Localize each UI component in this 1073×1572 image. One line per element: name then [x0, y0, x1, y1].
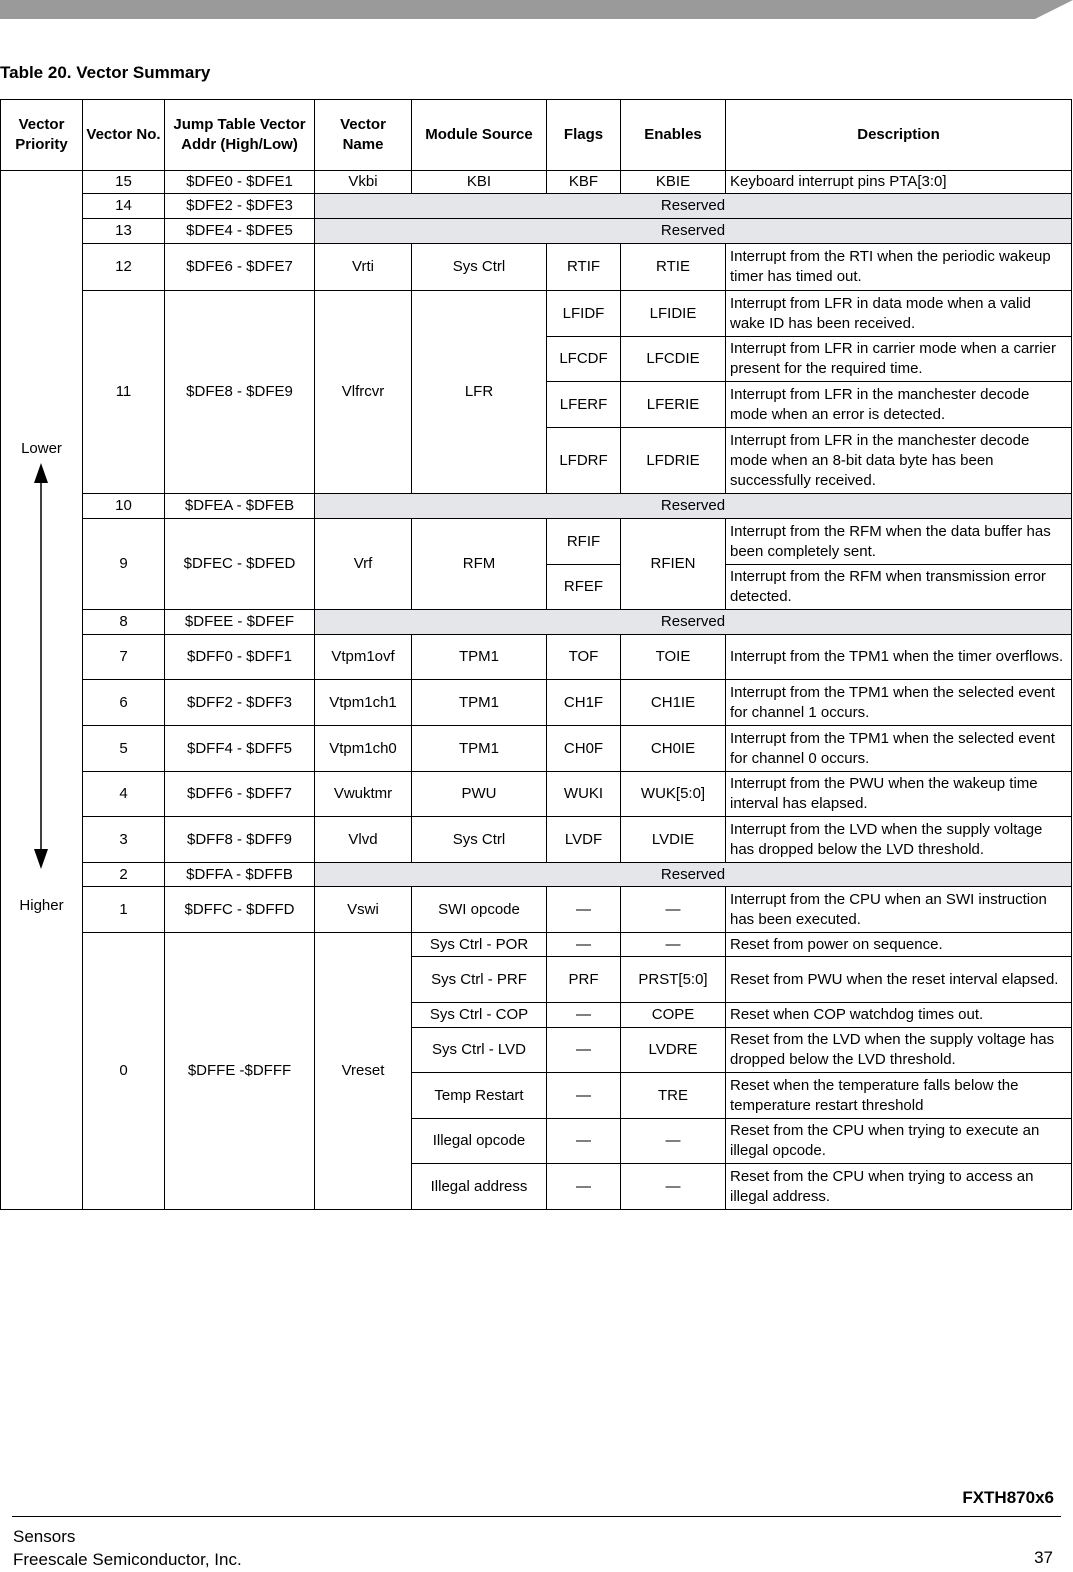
vector-no: 7 — [83, 635, 165, 680]
table-row — [1, 519, 1072, 565]
module-source: Temp Restart — [412, 1073, 547, 1119]
enable: WUK[5:0] — [621, 772, 726, 817]
footer-left — [13, 1525, 242, 1571]
reserved-cell: Reserved — [315, 194, 1072, 219]
enable: KBIE — [621, 171, 726, 194]
description: Interrupt from the RFM when the data buffer has been completely sent. — [726, 519, 1072, 565]
vector-no: 2 — [83, 863, 165, 887]
vector-no: 3 — [83, 817, 165, 863]
enable: RTIE — [621, 244, 726, 291]
footer-divider — [12, 1516, 1061, 1517]
footer-doc-id: FXTH870x6 — [962, 1488, 1054, 1507]
enable: — — [621, 887, 726, 933]
flag: TOF — [547, 635, 621, 680]
vector-name: Vwuktmr — [315, 772, 412, 817]
description: Reset from the LVD when the supply voltage has dropped below the LVD threshold. — [726, 1028, 1072, 1073]
col-header-flags: Flags — [547, 100, 621, 171]
flag: KBF — [547, 171, 621, 194]
table-row — [1, 887, 1072, 933]
flag: LFIDF — [547, 291, 621, 337]
enable: LVDIE — [621, 817, 726, 863]
enable: — — [621, 933, 726, 957]
module-source: SWI opcode — [412, 887, 547, 933]
table-row — [1, 817, 1072, 863]
enable: — — [621, 1164, 726, 1210]
flag: LFERF — [547, 382, 621, 428]
description: Interrupt from LFR in data mode when a valid wake ID has been received. — [726, 291, 1072, 337]
vector-name: Vswi — [315, 887, 412, 933]
flag: LFDRF — [547, 428, 621, 494]
vector-addr: $DFF8 - $DFF9 — [165, 817, 315, 863]
enable: RFIEN — [621, 519, 726, 610]
enable: LVDRE — [621, 1028, 726, 1073]
enable: TRE — [621, 1073, 726, 1119]
flag: RTIF — [547, 244, 621, 291]
table-row — [1, 171, 1072, 194]
description: Reset from the CPU when trying to access an illegal address. — [726, 1164, 1072, 1210]
table-row — [1, 244, 1072, 291]
enable: PRST[5:0] — [621, 957, 726, 1003]
module-source: Illegal opcode — [412, 1119, 547, 1164]
col-header-vector-name: Vector Name — [315, 100, 412, 171]
description: Interrupt from the TPM1 when the selected event for channel 1 occurs. — [726, 680, 1072, 726]
vector-addr: $DFE8 - $DFE9 — [165, 291, 315, 494]
flag: LFCDF — [547, 337, 621, 382]
flag: CH0F — [547, 726, 621, 772]
flag: CH1F — [547, 680, 621, 726]
vector-addr: $DFE6 - $DFE7 — [165, 244, 315, 291]
vector-addr: $DFF4 - $DFF5 — [165, 726, 315, 772]
col-header-enables: Enables — [621, 100, 726, 171]
vector-addr: $DFE0 - $DFE1 — [165, 171, 315, 194]
table-row — [1, 610, 1072, 635]
vector-name: Vtpm1ovf — [315, 635, 412, 680]
module-source: KBI — [412, 171, 547, 194]
vector-addr: $DFEC - $DFED — [165, 519, 315, 610]
flag: — — [547, 933, 621, 957]
flag: — — [547, 1003, 621, 1028]
module-source: TPM1 — [412, 635, 547, 680]
description: Keyboard interrupt pins PTA[3:0] — [726, 171, 1072, 194]
enable: COPE — [621, 1003, 726, 1028]
vector-no: 6 — [83, 680, 165, 726]
vector-addr: $DFEE - $DFEF — [165, 610, 315, 635]
vector-addr: $DFE4 - $DFE5 — [165, 219, 315, 244]
vector-name: Vtpm1ch0 — [315, 726, 412, 772]
description: Interrupt from the TPM1 when the timer overflows. — [726, 635, 1072, 680]
table-row — [1, 933, 1072, 957]
col-header-vector-no: Vector No. — [83, 100, 165, 171]
description: Interrupt from the PWU when the wakeup time interval has elapsed. — [726, 772, 1072, 817]
enable: CH1IE — [621, 680, 726, 726]
flag: RFEF — [547, 565, 621, 610]
table-row — [1, 291, 1072, 337]
description: Interrupt from LFR in carrier mode when a carrier present for the required time. — [726, 337, 1072, 382]
vector-addr: $DFF0 - $DFF1 — [165, 635, 315, 680]
vector-no: 10 — [83, 494, 165, 519]
vector-no: 12 — [83, 244, 165, 291]
flag: — — [547, 1119, 621, 1164]
vector-name: Vkbi — [315, 171, 412, 194]
module-source: Sys Ctrl - COP — [412, 1003, 547, 1028]
table-title: Table 20. Vector Summary — [0, 63, 211, 82]
module-source: Sys Ctrl - POR — [412, 933, 547, 957]
page-number: 37 — [1034, 1548, 1053, 1567]
description: Interrupt from the RTI when the periodic wakeup timer has timed out. — [726, 244, 1072, 291]
vector-addr: $DFFC - $DFFD — [165, 887, 315, 933]
vector-addr: $DFEA - $DFEB — [165, 494, 315, 519]
vector-summary-table — [0, 99, 1072, 1210]
flag: WUKI — [547, 772, 621, 817]
module-source: PWU — [412, 772, 547, 817]
description: Reset from power on sequence. — [726, 933, 1072, 957]
description: Interrupt from the RFM when transmission error detected. — [726, 565, 1072, 610]
enable: LFIDIE — [621, 291, 726, 337]
description: Reset when COP watchdog times out. — [726, 1003, 1072, 1028]
module-source: TPM1 — [412, 680, 547, 726]
priority-cell — [1, 171, 83, 1210]
reserved-cell: Reserved — [315, 610, 1072, 635]
flag: — — [547, 1028, 621, 1073]
enable: TOIE — [621, 635, 726, 680]
flag: PRF — [547, 957, 621, 1003]
vector-addr: $DFF6 - $DFF7 — [165, 772, 315, 817]
col-header-module-source: Module Source — [412, 100, 547, 171]
col-header-jump-addr: Jump Table Vector Addr (High/Low) — [165, 100, 315, 171]
enable: LFDRIE — [621, 428, 726, 494]
vector-name: Vtpm1ch1 — [315, 680, 412, 726]
header-row — [1, 100, 1072, 171]
module-source: TPM1 — [412, 726, 547, 772]
vector-no: 14 — [83, 194, 165, 219]
vector-addr: $DFFE -$DFFF — [165, 933, 315, 1210]
vector-name: Vreset — [315, 933, 412, 1210]
table-row — [1, 219, 1072, 244]
description: Interrupt from the CPU when an SWI instruction has been executed. — [726, 887, 1072, 933]
flag: — — [547, 1073, 621, 1119]
vector-name: Vrti — [315, 244, 412, 291]
footer-company: Freescale Semiconductor, Inc. — [13, 1550, 242, 1569]
vector-addr: $DFFA - $DFFB — [165, 863, 315, 887]
vector-name: Vrf — [315, 519, 412, 610]
flag: — — [547, 887, 621, 933]
header-bar — [0, 0, 1073, 19]
priority-higher-label: Higher — [19, 897, 64, 914]
flag: — — [547, 1164, 621, 1210]
module-source: Sys Ctrl — [412, 244, 547, 291]
description: Interrupt from LFR in the manchester decode mode when an error is detected. — [726, 382, 1072, 428]
description: Reset when the temperature falls below the temperature restart threshold — [726, 1073, 1072, 1119]
vector-name: Vlfrcvr — [315, 291, 412, 494]
vector-no: 5 — [83, 726, 165, 772]
enable: LFCDIE — [621, 337, 726, 382]
vector-no: 11 — [83, 291, 165, 494]
vector-no: 4 — [83, 772, 165, 817]
description: Interrupt from the LVD when the supply voltage has dropped below the LVD threshold. — [726, 817, 1072, 863]
flag: RFIF — [547, 519, 621, 565]
vector-addr: $DFF2 - $DFF3 — [165, 680, 315, 726]
footer-section: Sensors — [13, 1527, 76, 1546]
vector-no: 8 — [83, 610, 165, 635]
enable: — — [621, 1119, 726, 1164]
vector-no: 0 — [83, 933, 165, 1210]
reserved-cell: Reserved — [315, 494, 1072, 519]
table-row — [1, 635, 1072, 680]
reserved-cell: Reserved — [315, 863, 1072, 887]
description: Reset from the CPU when trying to execute an illegal opcode. — [726, 1119, 1072, 1164]
module-source: Illegal address — [412, 1164, 547, 1210]
vector-addr: $DFE2 - $DFE3 — [165, 194, 315, 219]
col-header-description: Description — [726, 100, 1072, 171]
priority-lower-label: Lower — [21, 440, 62, 457]
reserved-cell: Reserved — [315, 219, 1072, 244]
description: Reset from PWU when the reset interval elapsed. — [726, 957, 1072, 1003]
module-source: LFR — [412, 291, 547, 494]
module-source: Sys Ctrl - LVD — [412, 1028, 547, 1073]
module-source: Sys Ctrl — [412, 817, 547, 863]
table-row — [1, 680, 1072, 726]
vector-no: 9 — [83, 519, 165, 610]
col-header-priority: Vector Priority — [1, 100, 83, 171]
module-source: RFM — [412, 519, 547, 610]
vector-no: 13 — [83, 219, 165, 244]
vector-no: 15 — [83, 171, 165, 194]
table-row — [1, 194, 1072, 219]
vector-no: 1 — [83, 887, 165, 933]
table-row — [1, 726, 1072, 772]
table-row — [1, 772, 1072, 817]
vector-name: Vlvd — [315, 817, 412, 863]
table-row — [1, 863, 1072, 887]
enable: LFERIE — [621, 382, 726, 428]
description: Interrupt from the TPM1 when the selected event for channel 0 occurs. — [726, 726, 1072, 772]
flag: LVDF — [547, 817, 621, 863]
table-row — [1, 494, 1072, 519]
module-source: Sys Ctrl - PRF — [412, 957, 547, 1003]
enable: CH0IE — [621, 726, 726, 772]
double-arrow-icon — [34, 463, 48, 869]
description: Interrupt from LFR in the manchester decode mode when an 8-bit data byte has been successfully received. — [726, 428, 1072, 494]
